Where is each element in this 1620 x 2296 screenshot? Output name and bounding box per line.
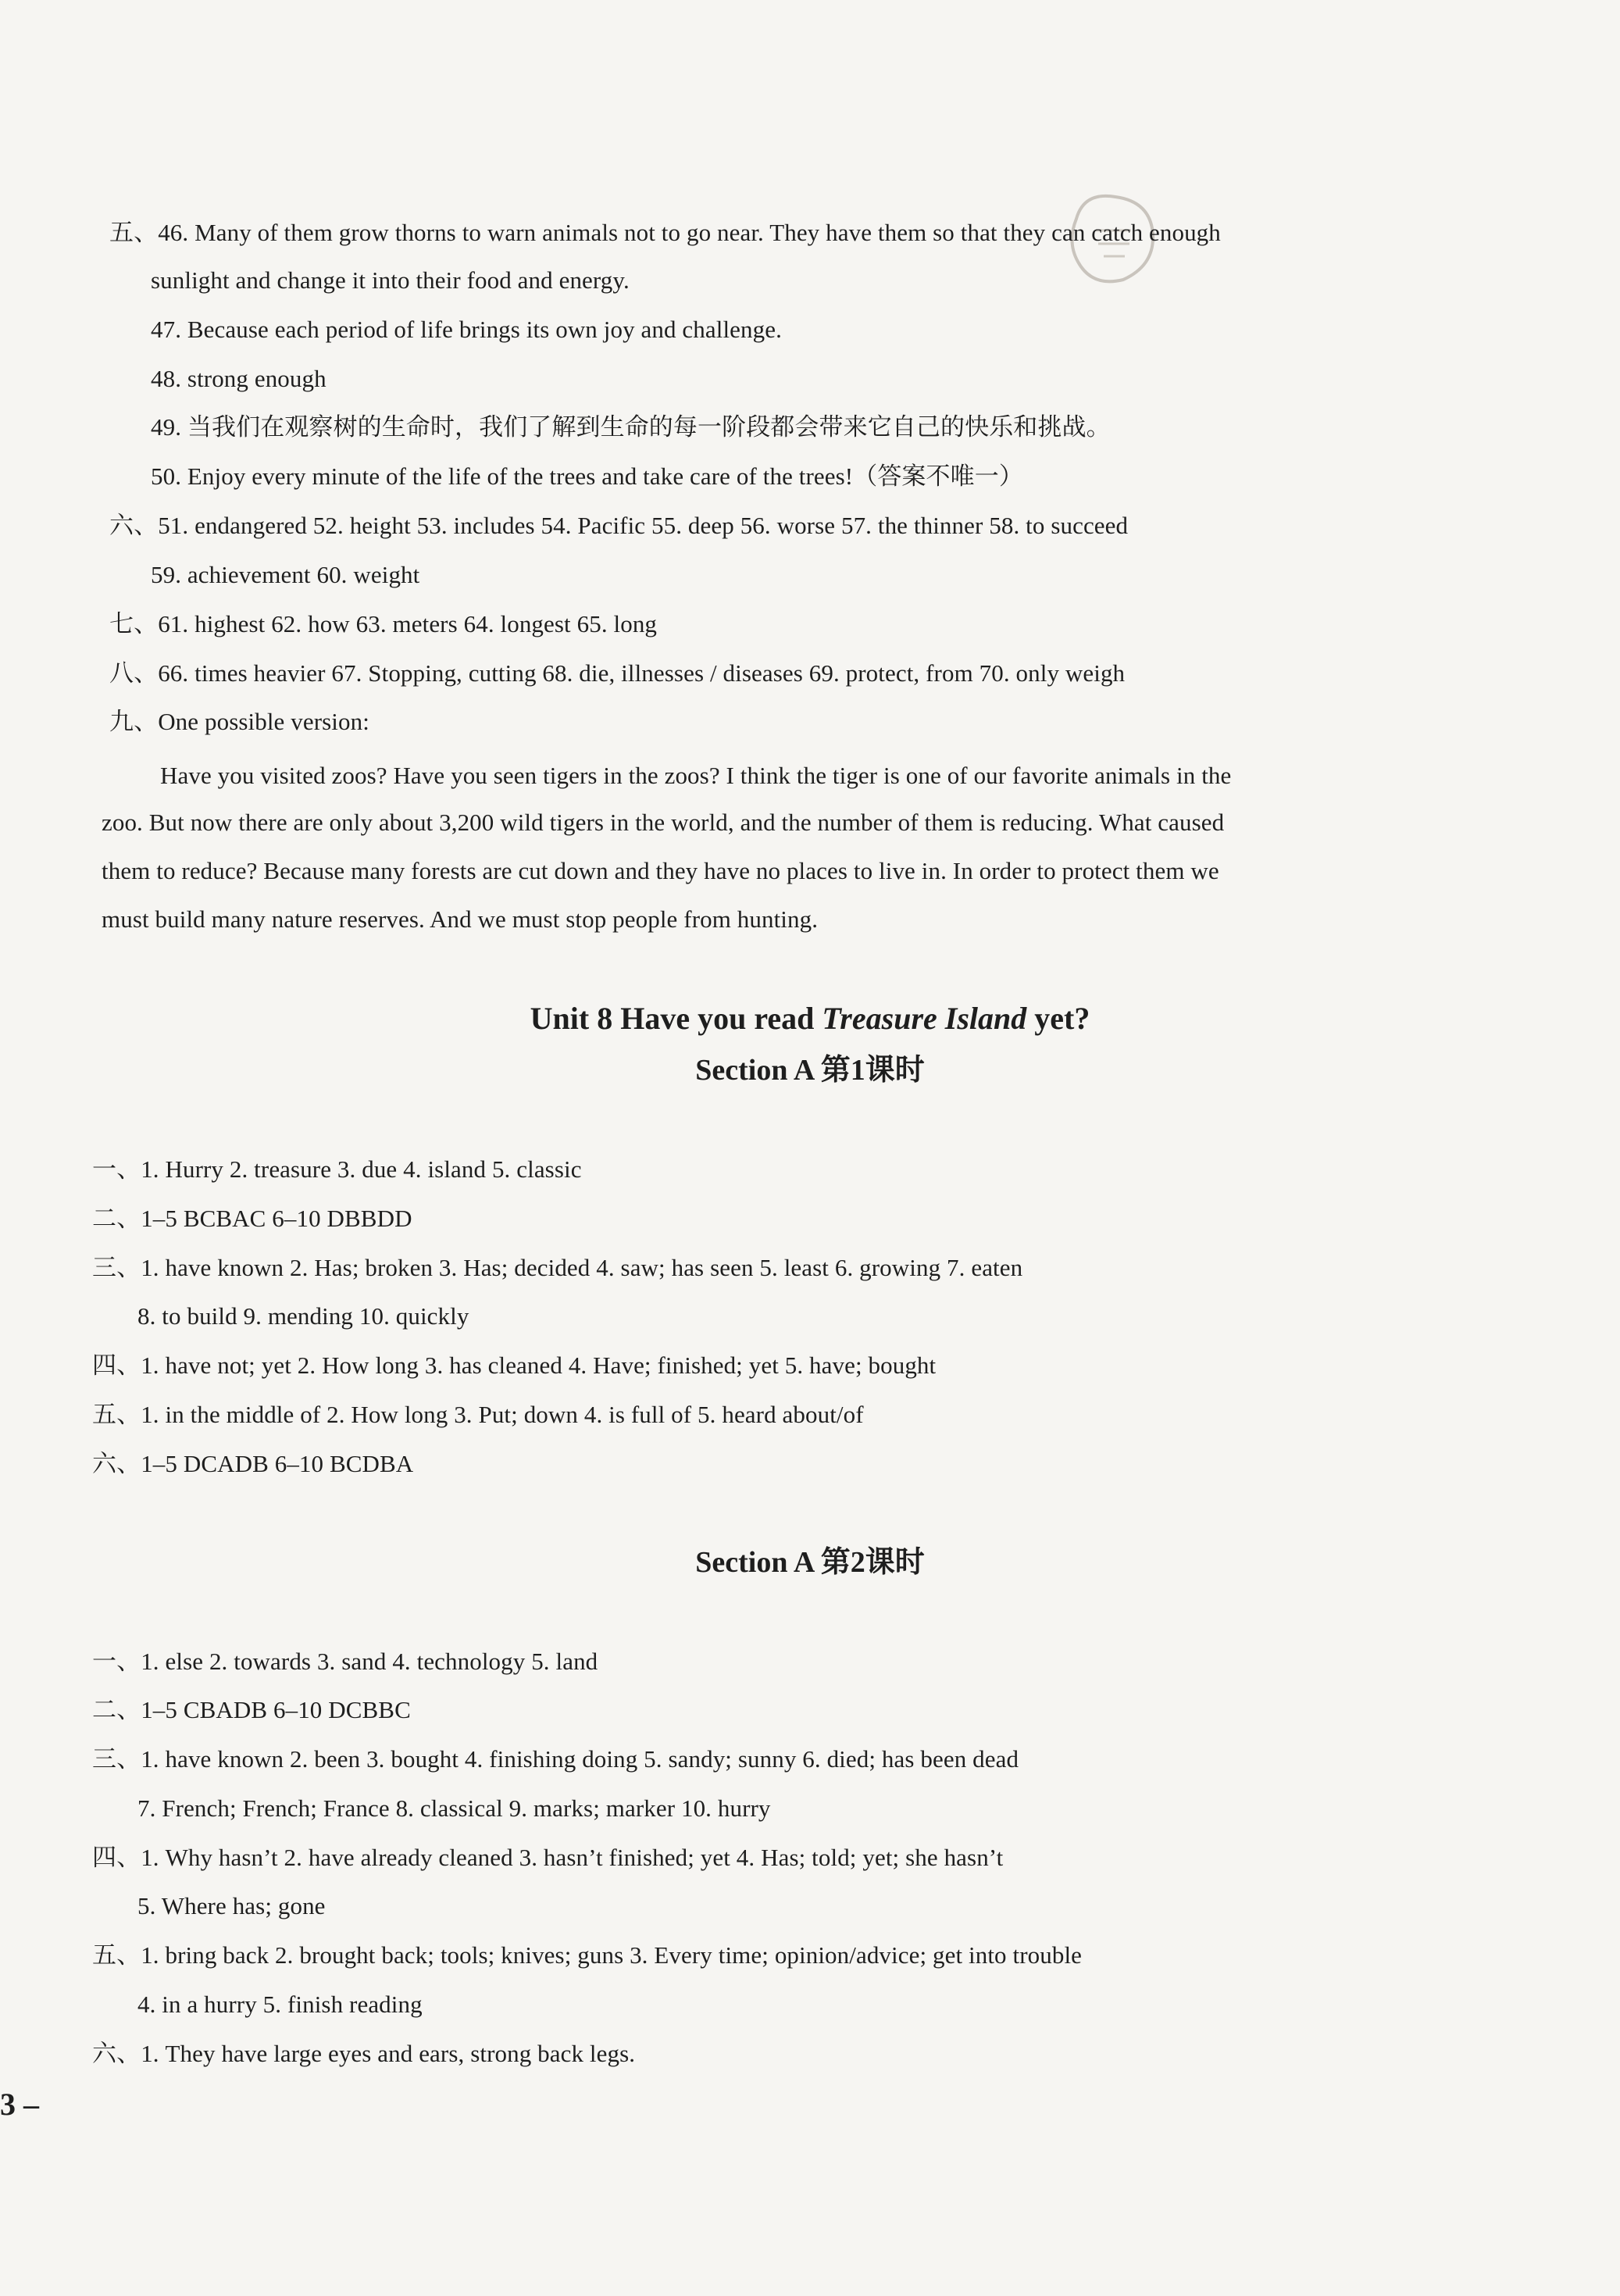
a1-line-4: 8. to build 9. mending 10. quickly (137, 1302, 469, 1330)
section-a1-heading: Section A 第1课时 (695, 1054, 925, 1087)
answer-line-66-70: 八、66. times heavier 67. Stopping, cutting 68. die, illnesses / diseases 69. protect, from 70. only weigh (109, 659, 1126, 687)
answer-line-46a: 五、46. Many of them grow thorns to warn animals not to go near. They have them so that they can catch enough (109, 219, 1221, 246)
answer-line-46b: sunlight and change it into their food and energy. (151, 266, 630, 294)
essay-line-2: zoo. But now there are only about 3,200 wild tigers in the world, and the number of them is reducing. What caused (102, 809, 1225, 836)
a2-line-7: 五、1. bring back 2. brought back; tools; knives; guns 3. Every time; opinion/advice; get into trouble (92, 1941, 1083, 1969)
writing-label: 九、One possible version: (109, 708, 369, 735)
a2-line-6: 5. Where has; gone (137, 1892, 326, 1919)
a1-line-2: 二、1–5 BCBAC 6–10 DBBDD (92, 1205, 412, 1232)
essay-line-4: must build many nature reserves. And we must stop people from hunting. (102, 905, 819, 933)
a2-line-3: 三、1. have known 2. been 3. bought 4. finishing doing 5. sandy; sunny 6. died; has been dead (92, 1745, 1019, 1773)
answer-line-48: 48. strong enough (151, 365, 326, 392)
a1-line-5: 四、1. have not; yet 2. How long 3. has cleaned 4. Have; finished; yet 5. have; bought (92, 1352, 937, 1379)
unit-heading-suffix: yet? (1026, 1001, 1090, 1036)
answer-line-61-65: 七、61. highest 62. how 63. meters 64. longest 65. long (109, 610, 658, 637)
page-number: 3 – (0, 2087, 39, 2122)
a2-line-9: 六、1. They have large eyes and ears, strong back legs. (92, 2040, 636, 2067)
answer-line-59-60: 59. achievement 60. weight (151, 561, 420, 588)
answer-line-50: 50. Enjoy every minute of the life of the trees and take care of the trees!（答案不唯一） (151, 462, 1023, 490)
answer-line-47: 47. Because each period of life brings its own joy and challenge. (151, 316, 782, 343)
unit-heading-prefix: Unit 8 Have you read (530, 1001, 822, 1036)
a1-line-1: 一、1. Hurry 2. treasure 3. due 4. island 5. classic (92, 1155, 582, 1183)
a1-line-3: 三、1. have known 2. Has; broken 3. Has; decided 4. saw; has seen 5. least 6. growing 7. eaten (92, 1254, 1023, 1281)
a1-line-6: 五、1. in the middle of 2. How long 3. Put; down 4. is full of 5. heard about/of (92, 1401, 864, 1428)
unit-heading-book: Treasure Island (822, 1001, 1027, 1036)
section-a2-heading: Section A 第2课时 (695, 1546, 925, 1579)
essay-line-1: Have you visited zoos? Have you seen tigers in the zoos? I think the tiger is one of our favorite animals in the (160, 762, 1232, 789)
a2-line-5: 四、1. Why hasn’t 2. have already cleaned 3. hasn’t finished; yet 4. Has; told; yet; she hasn’t (92, 1844, 1004, 1871)
unit-heading (0, 998, 1620, 1039)
answer-line-49: 49. 当我们在观察树的生命时，我们了解到生命的每一阶段都会带来它自己的快乐和挑战。 (151, 413, 1111, 441)
a2-line-4: 7. French; French; France 8. classical 9. marks; marker 10. hurry (137, 1794, 771, 1822)
a1-line-7: 六、1–5 DCADB 6–10 BCDBA (92, 1450, 414, 1477)
a2-line-1: 一、1. else 2. towards 3. sand 4. technology 5. land (92, 1648, 598, 1675)
a2-line-8: 4. in a hurry 5. finish reading (137, 1991, 423, 2018)
essay-line-3: them to reduce? Because many forests are cut down and they have no places to live in. In order to protect them we (102, 857, 1219, 884)
a2-line-2: 二、1–5 CBADB 6–10 DCBBC (92, 1696, 411, 1723)
answer-line-51-58: 六、51. endangered 52. height 53. includes 54. Pacific 55. deep 56. worse 57. the thinner 58. to succeed (109, 512, 1129, 539)
